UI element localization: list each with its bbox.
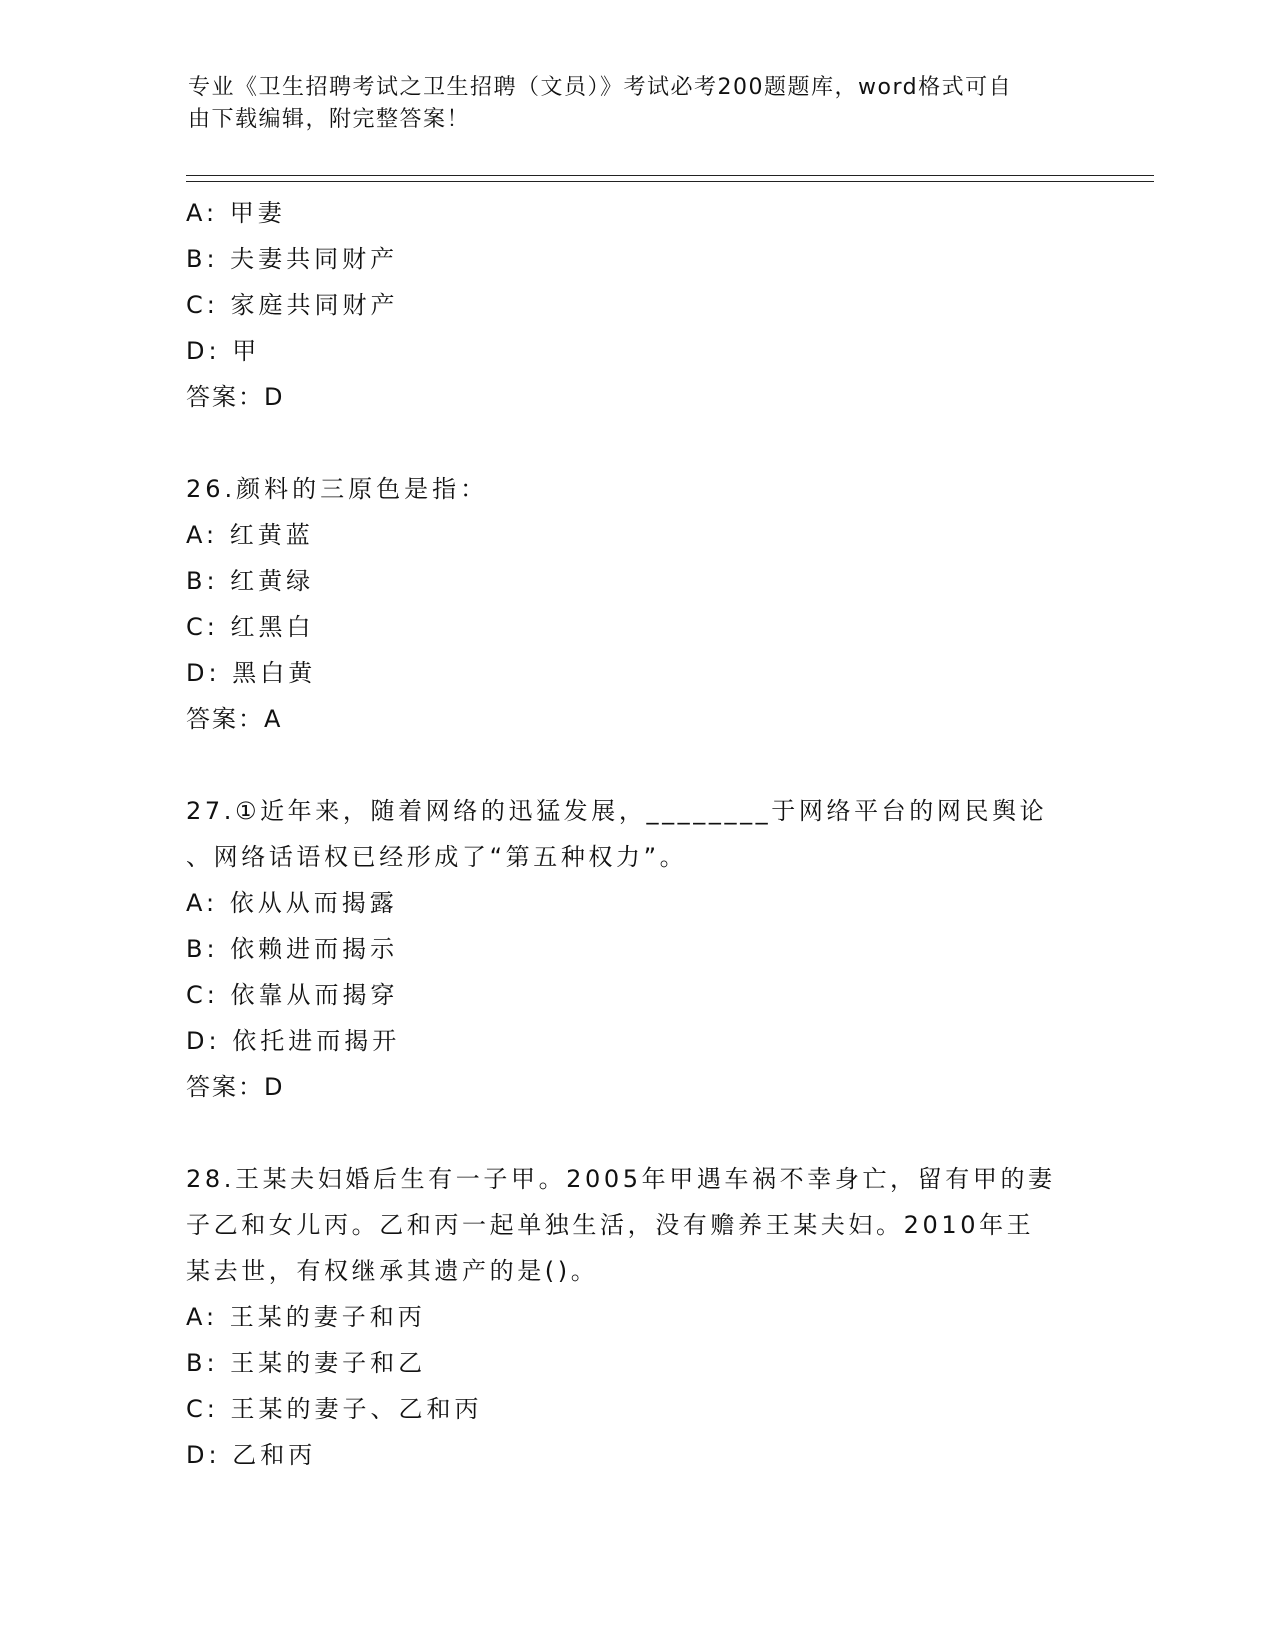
option-a: A: 依从从而揭露 [186,889,398,917]
answer: 答案：D [186,383,285,411]
option-c: C: 家庭共同财产 [186,291,399,319]
question-stem [186,788,1086,880]
option-d: D: 乙和丙 [186,1441,317,1469]
header-line-1: 专业《卫生招聘考试之卫生招聘（文员）》考试必考200题题库，word格式可自 [188,75,1013,100]
option-a: A: 甲妻 [186,199,286,227]
option-a: A: 王某的妻子和丙 [186,1303,426,1331]
question-27 [186,788,1086,1110]
option-b: B: 红黄绿 [186,567,315,595]
header-divider-bottom [186,181,1154,182]
option-d: D: 黑白黄 [186,659,317,687]
question-stem-line: 27.①近年来，随着网络的迅猛发展，________于网络平台的网民舆论 [186,797,1048,825]
answer: 答案：A [186,705,283,733]
header-line-2: 由下载编辑，附完整答案！ [188,107,471,132]
option-d: D: 甲 [186,337,261,365]
option-d: D: 依托进而揭开 [186,1027,401,1055]
question-26 [186,466,1086,742]
question-stem-line: 、网络话语权已经形成了“第五种权力”。 [186,843,688,871]
question-25 [186,190,1086,420]
answer: 答案：D [186,1073,285,1101]
question-stem-line: 子乙和女儿丙。乙和丙一起单独生活，没有赡养王某夫妇。2010年王 [186,1211,1035,1239]
question-stem: 26.颜料的三原色是指： [186,475,489,503]
option-a: A: 红黄蓝 [186,521,314,549]
option-c: C: 依靠从而揭穿 [186,981,399,1009]
question-stem [186,1156,1086,1294]
question-list [186,190,1086,1478]
option-b: B: 王某的妻子和乙 [186,1349,427,1377]
option-c: C: 红黑白 [186,613,315,641]
option-c: C: 王某的妻子、乙和丙 [186,1395,483,1423]
question-28 [186,1156,1086,1478]
option-b: B: 依赖进而揭示 [186,935,399,963]
question-stem-line: 28.王某夫妇婚后生有一子甲。2005年甲遇车祸不幸身亡，留有甲的妻 [186,1165,1056,1193]
document-header [188,72,1068,136]
header-divider-top [186,175,1154,176]
question-stem-line: 某去世，有权继承其遗产的是()。 [186,1257,599,1285]
option-b: B: 夫妻共同财产 [186,245,399,273]
